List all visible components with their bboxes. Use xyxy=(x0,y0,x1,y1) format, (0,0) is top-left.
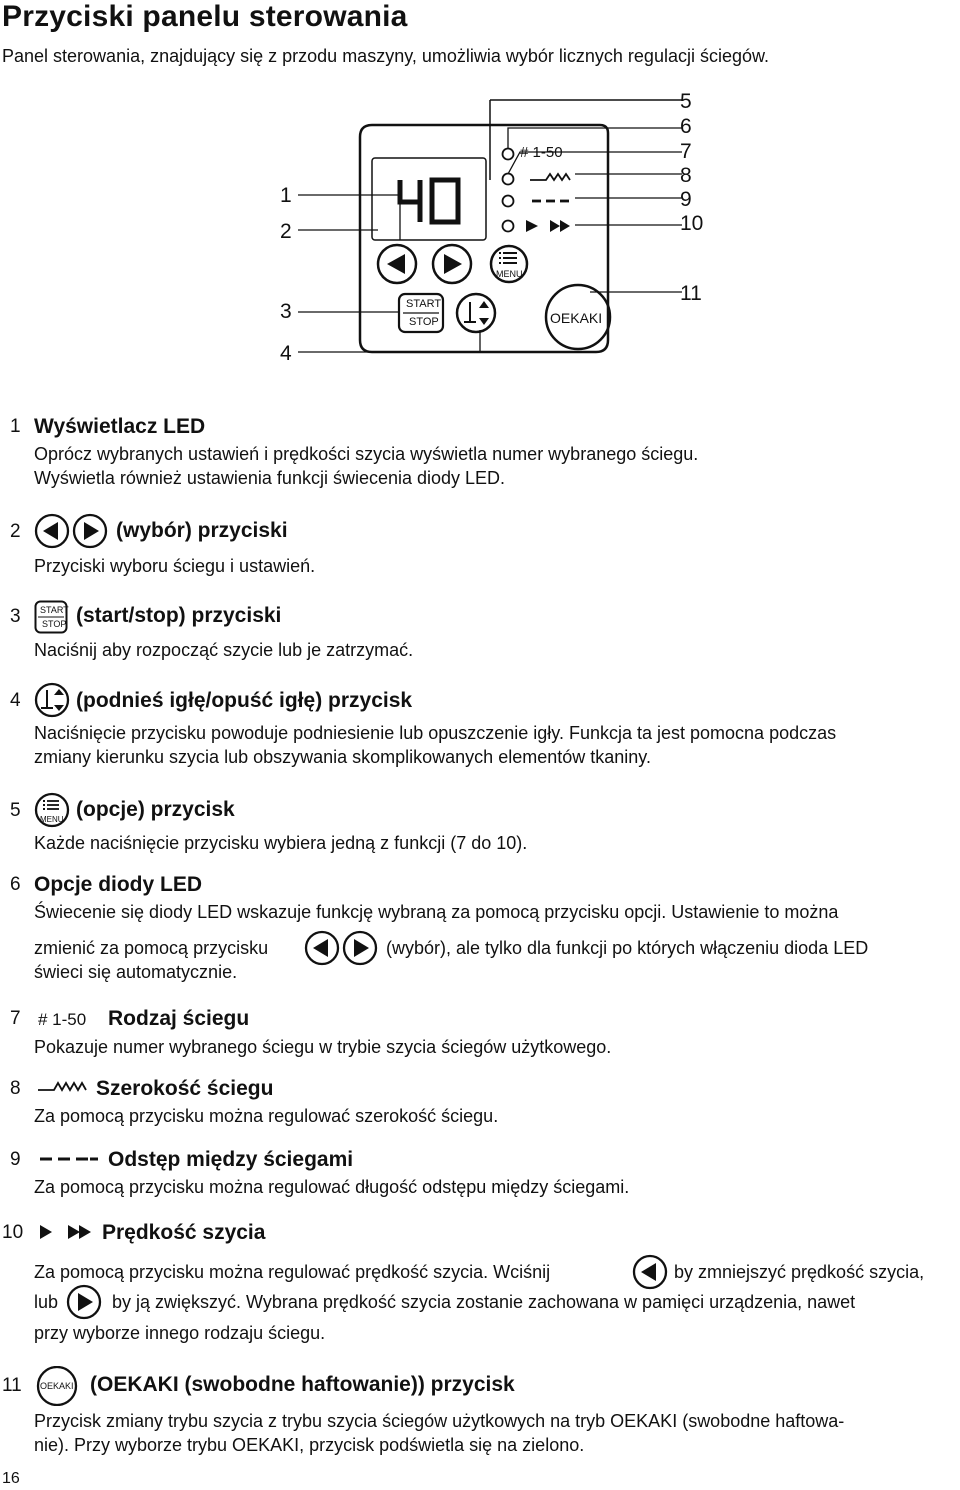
item-1-line-1: Oprócz wybranych ustawień i prędkości szycia wyświetla numer wybranego ściegu. xyxy=(34,444,699,464)
item-4-line-2: zmiany kierunku szycia lub obszywania skomplikowanych elementów tkaniny. xyxy=(34,747,651,767)
item-6-number: 6 xyxy=(10,874,21,895)
item-10-line-4: by ją zwiększyć. Wybrana prędkość szycia zostanie zachowana w pamięci urządzenia, nawet xyxy=(112,1292,856,1312)
start-label: START xyxy=(406,298,442,310)
led-display-frame xyxy=(372,158,486,240)
callout-5: 5 xyxy=(680,90,692,113)
callout-3: 3 xyxy=(280,300,292,323)
play-slow-icon xyxy=(38,1224,54,1240)
item-10-number: 10 xyxy=(2,1222,24,1243)
item-1-title: Wyświetlacz LED xyxy=(34,415,206,438)
item-3-line-1: Naciśnij aby rozpocząć szycie lub je zatrzymać. xyxy=(34,640,414,660)
item-5-title: (opcje) przycisk xyxy=(76,798,235,821)
item-5-icon-menu: MENU xyxy=(40,815,64,824)
item-8-number: 8 xyxy=(10,1078,21,1099)
stop-label: STOP xyxy=(409,316,439,328)
item-6-line-2: zmienić za pomocą przycisku xyxy=(34,938,269,958)
item-8-line-1: Za pomocą przycisku można regulować szerokość ściegu. xyxy=(34,1106,499,1126)
left-arrow-button-icon xyxy=(304,930,340,966)
item-4-title: (podnieś igłę/opuść igłę) przycisk xyxy=(76,689,413,712)
item-1-line-2: Wyświetla również ustawienia funkcji świecenia diody LED. xyxy=(34,468,506,488)
item-7-title: Rodzaj ściegu xyxy=(108,1007,250,1030)
item-9-line-1: Za pomocą przycisku można regulować długość odstępu między ściegami. xyxy=(34,1177,630,1197)
item-3-icon-stop: STOP xyxy=(42,619,67,629)
item-6-line-3: (wybór), ale tylko dla funkcji po których włączeniu dioda LED xyxy=(386,938,869,958)
item-6-line-1: Świecenie się diody LED wskazuje funkcję wybraną za pomocą przycisku opcji. Ustawienie to można xyxy=(34,902,839,922)
item-11-line-1: Przycisk zmiany trybu szycia z trybu szycia ściegów użytkowych na tryb OEKAKI (swobodne haftowa- xyxy=(34,1411,845,1431)
left-arrow-button-icon xyxy=(632,1254,668,1290)
item-11-line-2: nie). Przy wyborze trybu OEKAKI, przycisk podświetla się na zielono. xyxy=(34,1435,585,1455)
intro-text: Panel sterowania, znajdujący się z przodu maszyny, umożliwia wybór licznych regulacji ściegów. xyxy=(2,46,770,66)
left-arrow-button-icon xyxy=(34,513,70,549)
item-10-line-5: przy wyborze innego rodzaju ściegu. xyxy=(34,1323,326,1343)
callout-10: 10 xyxy=(680,212,704,235)
item-3-number: 3 xyxy=(10,606,21,627)
item-2-line-1: Przyciski wyboru ściegu i ustawień. xyxy=(34,556,316,576)
page-number: 16 xyxy=(2,1470,20,1487)
callout-1: 1 xyxy=(280,184,292,207)
control-panel-drawing xyxy=(0,80,960,380)
callout-2: 2 xyxy=(280,220,292,243)
item-4-line-1: Naciśnięcie przycisku powoduje podniesienie lub opuszczenie igły. Funkcja ta jest pomocna podczas xyxy=(34,723,837,743)
item-8-title: Szerokość ściegu xyxy=(96,1077,274,1100)
stitch-number-icon: # 1-50 xyxy=(38,1010,87,1029)
callout-4: 4 xyxy=(280,342,292,365)
item-5-line-1: Każde naciśnięcie przycisku wybiera jedną z funkcji (7 do 10). xyxy=(34,833,528,853)
led-digits xyxy=(400,180,458,222)
callout-9: 9 xyxy=(680,188,692,211)
item-10-title: Prędkość szycia xyxy=(102,1221,266,1244)
item-10-line-2: by zmniejszyć prędkość szycia, xyxy=(674,1262,925,1282)
item-3-title: (start/stop) przyciski xyxy=(76,604,282,627)
item-10-line-3: lub xyxy=(34,1292,59,1312)
needle-up-down-icon xyxy=(34,682,70,718)
callout-7: 7 xyxy=(680,140,692,163)
item-3-icon-start: START xyxy=(40,605,69,615)
stitch-range-label: # 1-50 xyxy=(520,144,563,161)
item-7-line-1: Pokazuje numer wybranego ściegu w trybie szycia ściegów użytkowego. xyxy=(34,1037,612,1057)
zigzag-width-icon xyxy=(36,1078,88,1098)
item-9-title: Odstęp między ściegami xyxy=(108,1148,354,1171)
item-5-number: 5 xyxy=(10,800,21,821)
dashed-length-icon xyxy=(38,1152,100,1166)
item-11-title: (OEKAKI (swobodne haftowanie)) przycisk xyxy=(90,1373,515,1396)
callout-6: 6 xyxy=(680,115,692,138)
oekaki-label: OEKAKI xyxy=(550,310,603,326)
right-arrow-button-icon xyxy=(72,513,108,549)
item-9-number: 9 xyxy=(10,1149,21,1170)
item-6-title: Opcje diody LED xyxy=(34,873,203,896)
callout-11: 11 xyxy=(680,282,702,305)
callout-8: 8 xyxy=(680,164,692,187)
item-6-line-4: świeci się automatycznie. xyxy=(34,962,238,982)
item-11-number: 11 xyxy=(2,1375,22,1396)
item-4-number: 4 xyxy=(10,690,21,711)
menu-label: MENU xyxy=(496,269,523,279)
item-2-number: 2 xyxy=(10,521,21,542)
page-title: Przyciski panelu sterowania xyxy=(2,0,408,33)
right-arrow-button-icon xyxy=(342,930,378,966)
control-panel-diagram xyxy=(0,80,960,380)
item-10-line-1: Za pomocą przycisku można regulować prędkość szycia. Wciśnij xyxy=(34,1262,551,1282)
item-2-title: (wybór) przyciski xyxy=(116,519,288,542)
item-7-number: 7 xyxy=(10,1008,21,1029)
right-arrow-button-icon xyxy=(66,1284,102,1320)
item-11-icon-oekaki: OEKAKI xyxy=(40,1381,74,1391)
play-fast-icon xyxy=(66,1224,94,1240)
item-1-number: 1 xyxy=(10,416,21,437)
